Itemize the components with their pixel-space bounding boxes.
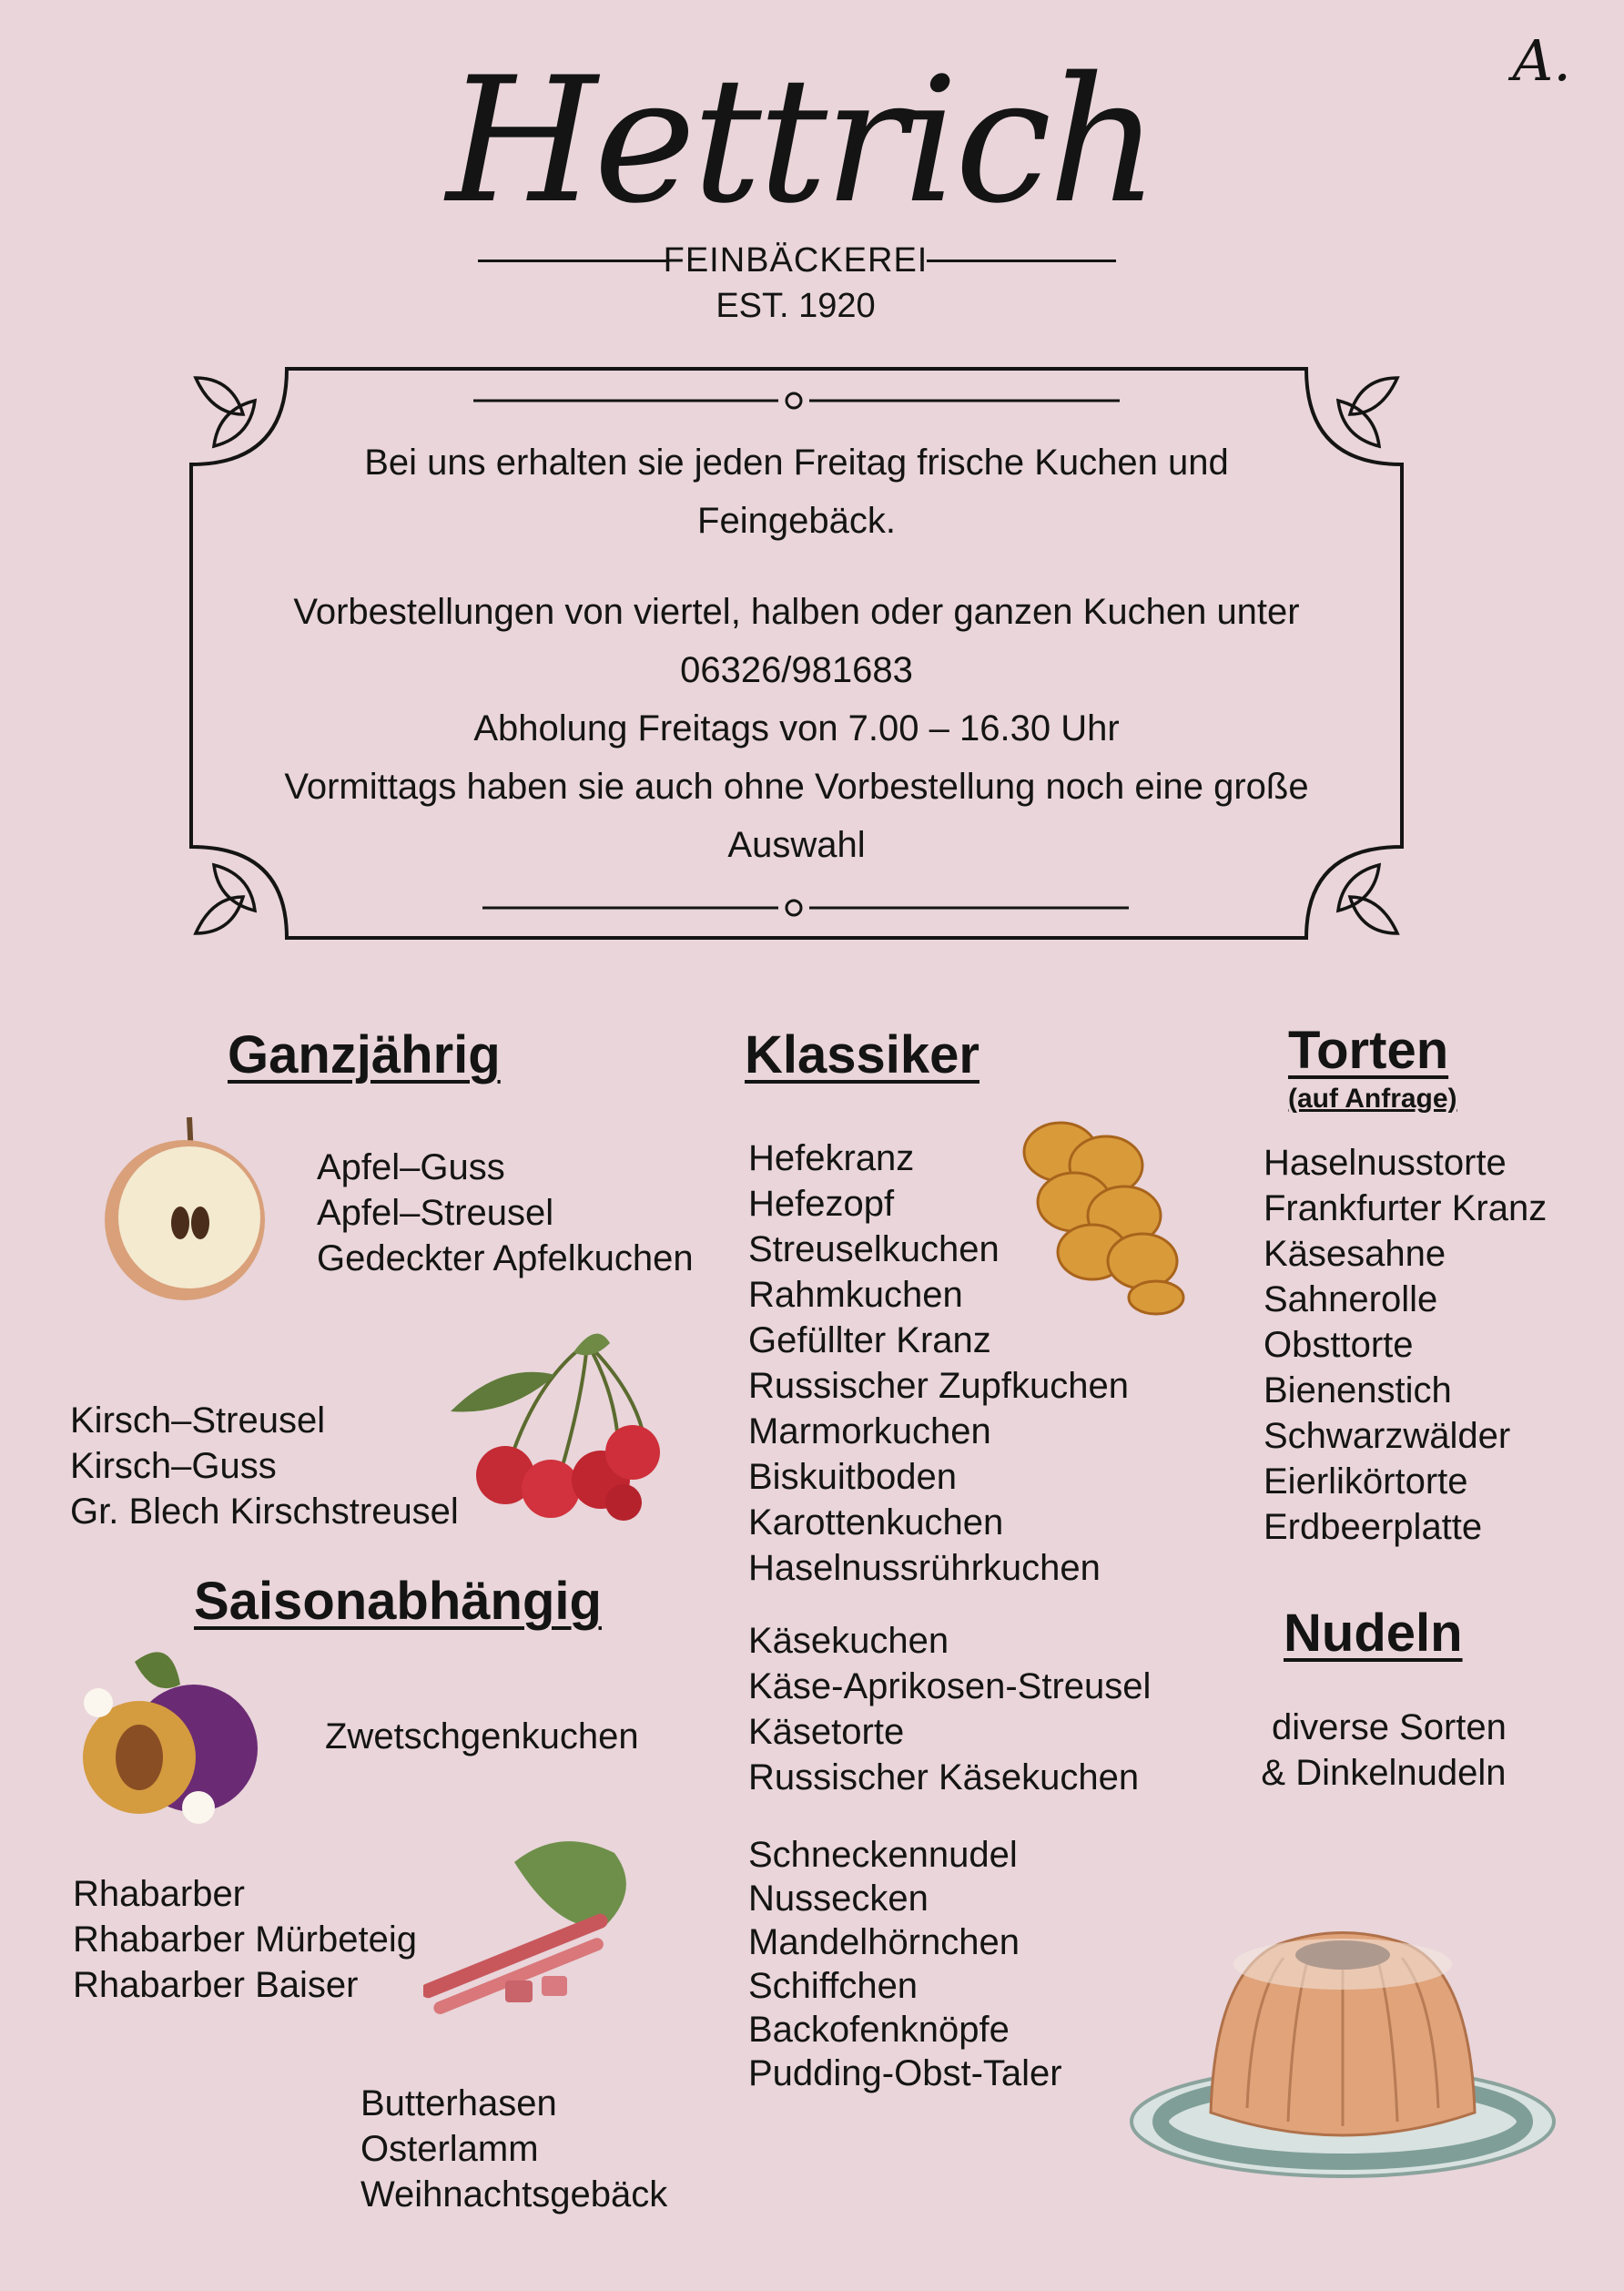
info-text-block	[273, 433, 1320, 874]
signature: A.	[1512, 27, 1571, 94]
info-phone: 06326/981683	[680, 650, 913, 690]
klassiker-group-3	[748, 1833, 1062, 2095]
list-item: Haselnusstorte	[1264, 1143, 1507, 1183]
list-item: Hefezopf	[748, 1184, 895, 1224]
plum-illustration	[71, 1644, 262, 1830]
list-item: Hefekranz	[748, 1138, 915, 1178]
apple-items-list	[317, 1145, 694, 1281]
list-item: Streuselkuchen	[748, 1229, 1000, 1269]
hefezopf-illustration	[1006, 1115, 1202, 1316]
list-item: Marmorkuchen	[748, 1411, 991, 1451]
nudeln-line-2: & Dinkelnudeln	[1261, 1753, 1507, 1793]
list-item: Osterlamm	[360, 2129, 539, 2169]
apple-illustration	[98, 1115, 271, 1307]
list-item: Backofenknöpfe	[748, 2010, 1010, 2050]
list-item: Nussecken	[748, 1879, 929, 1919]
list-item: Käsesahne	[1264, 1234, 1446, 1274]
plum-items-list	[325, 1714, 639, 1759]
list-item: Rhabarber	[73, 1874, 246, 1914]
list-item: Rhabarber Mürbeteig	[73, 1919, 417, 1960]
list-item: Käsetorte	[748, 1712, 905, 1752]
rhubarb-illustration	[423, 1835, 651, 2021]
list-item: Rhabarber Baiser	[73, 1965, 359, 2005]
info-paragraph-1-line-1: Bei uns erhalten sie jeden Freitag frische Kuchen und	[364, 443, 1229, 483]
logo-text: Hettrich	[446, 40, 1156, 237]
list-item: Käse-Aprikosen-Streusel	[748, 1666, 1152, 1706]
subtitle: FEINBÄCKEREI	[663, 241, 929, 280]
list-item: Pudding-Obst-Taler	[748, 2053, 1062, 2093]
nudeln-list	[1261, 1705, 1507, 1796]
list-item: Kirsch–Streusel	[70, 1400, 326, 1441]
list-item: Apfel–Streusel	[317, 1193, 554, 1233]
torten-items-list	[1264, 1140, 1547, 1550]
list-item: Karottenkuchen	[748, 1502, 1004, 1543]
list-item: Butterhasen	[360, 2083, 557, 2123]
bakery-logo	[0, 27, 1624, 237]
cherry-illustration	[446, 1325, 665, 1525]
info-morning-line-2: Auswahl	[727, 825, 866, 865]
list-item: Haselnussrührkuchen	[748, 1548, 1101, 1588]
cherry-items-list	[70, 1398, 459, 1534]
list-item: Schiffchen	[748, 1966, 919, 2006]
info-paragraph-1-line-2: Feingebäck.	[697, 501, 896, 541]
gugelhupf-illustration	[1129, 1917, 1557, 2181]
established: EST. 1920	[716, 287, 876, 325]
heading-ganzjaehrig: Ganzjährig	[228, 1025, 501, 1084]
list-item: Biskuitboden	[748, 1457, 958, 1497]
list-item: Bienenstich	[1264, 1370, 1452, 1410]
list-item: Schwarzwälder	[1264, 1416, 1511, 1456]
list-item: Obsttorte	[1264, 1325, 1414, 1365]
heading-klassiker: Klassiker	[745, 1025, 979, 1084]
heading-nudeln: Nudeln	[1284, 1604, 1463, 1663]
list-item: Käsekuchen	[748, 1621, 949, 1661]
info-morning-line-1: Vormittags haben sie auch ohne Vorbestellung noch eine große	[284, 767, 1309, 807]
list-item: Russischer Käsekuchen	[748, 1757, 1140, 1797]
list-item: Rahmkuchen	[748, 1275, 963, 1315]
list-item: Zwetschgenkuchen	[325, 1716, 639, 1756]
info-preorder-line: Vorbestellungen von viertel, halben oder ganzen Kuchen unter	[293, 592, 1300, 632]
list-item: Sahnerolle	[1264, 1279, 1438, 1319]
list-item: Eierlikörtorte	[1264, 1461, 1468, 1502]
list-item: Mandelhörnchen	[748, 1922, 1020, 1962]
list-item: Kirsch–Guss	[70, 1446, 277, 1486]
rhubarb-items-list	[73, 1871, 417, 2008]
list-item: Gefüllter Kranz	[748, 1320, 991, 1360]
list-item: Erdbeerplatte	[1264, 1507, 1483, 1547]
heading-saisonabhaengig: Saisonabhängig	[194, 1572, 602, 1631]
list-item: Russischer Zupfkuchen	[748, 1366, 1129, 1406]
list-item: Apfel–Guss	[317, 1147, 505, 1187]
nudeln-line-1: diverse Sorten	[1272, 1707, 1507, 1747]
heading-torten: Torten	[1288, 1021, 1449, 1080]
list-item: Weihnachtsgebäck	[360, 2174, 668, 2215]
list-item: Gr. Blech Kirschstreusel	[70, 1492, 459, 1532]
torten-note: (auf Anfrage)	[1288, 1084, 1457, 1114]
list-item: Gedeckter Apfelkuchen	[317, 1238, 694, 1278]
holiday-items-list	[360, 2081, 667, 2217]
info-pickup-hours: Abholung Freitags von 7.00 – 16.30 Uhr	[473, 708, 1120, 748]
list-item: Schneckennudel	[748, 1835, 1018, 1875]
klassiker-group-2	[748, 1618, 1151, 1800]
list-item: Frankfurter Kranz	[1264, 1188, 1548, 1228]
